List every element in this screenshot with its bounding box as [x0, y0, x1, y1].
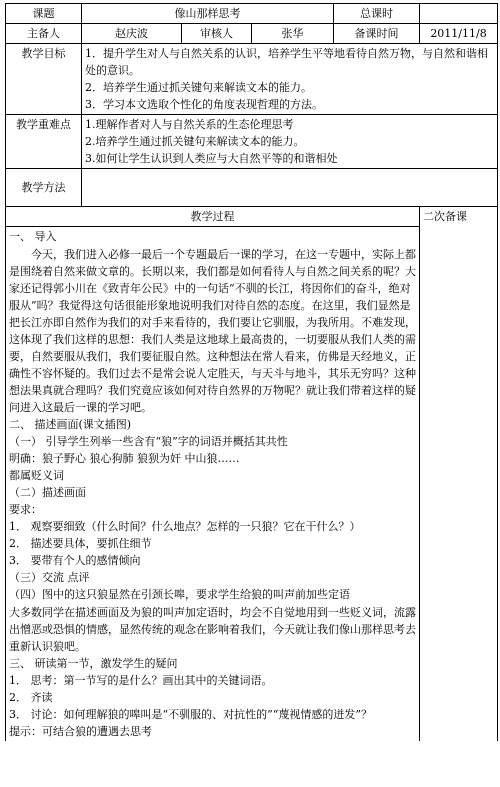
- process-line: 三、 研读第一节，激发学生的疑问: [9, 656, 178, 670]
- objectives-content: [82, 44, 498, 115]
- total-hours-value: [420, 4, 498, 24]
- objectives-label: 教学目标: [6, 44, 82, 115]
- process-line: （三）交流 点评: [9, 571, 90, 585]
- notes-column: [420, 207, 498, 741]
- process-paragraph: 大多数同学在描述画面及为狼的叫声加定语时，均会不自觉地用到一些贬义词，流露出憎恶或恐惧的情感，显然传统的观念在影响着我们，今天就让我们像山那样思考去重新认识狼吧。: [9, 605, 416, 653]
- process-line: 3． 讨论：如何理解狼的嗥叫是“不驯服的、对抗性的”“蔑视情感的迸发”？: [9, 707, 372, 721]
- process-line: 都属贬义词: [9, 469, 64, 483]
- notes-label: 二次备课: [423, 210, 468, 224]
- process-line: 2． 齐读: [9, 690, 53, 704]
- process-line: 提示：可结合狼的遭遇去思考: [9, 724, 152, 738]
- process-line: 1． 思考：第一节写的是什么？画出其中的关键词语。: [9, 673, 273, 687]
- lesson-plan-table: [5, 3, 498, 741]
- preparer-label: 主备人: [6, 24, 82, 44]
- process-line: 2． 描述要具体，要抓住细节: [9, 537, 152, 551]
- prep-time-label: 备课时间: [334, 24, 420, 44]
- process-line: 一、 导入: [9, 230, 57, 244]
- process-content: [6, 227, 420, 741]
- methods-label: 教学方法: [6, 169, 82, 207]
- reviewer-value: 张华: [252, 24, 334, 44]
- process-title: 教学过程: [6, 207, 420, 227]
- process-line: 1． 观察要细致（什么时间？什么地点？怎样的一只狼？它在干什么？）: [9, 520, 361, 534]
- objective-item: 1．提升学生对人与自然关系的认识，培养学生平等地看待自然万物，与自然和谐相处的意识。: [85, 47, 488, 78]
- topic-value: 像山那样思考: [82, 4, 334, 24]
- process-line: 二、 描述画面(课文插图): [9, 417, 132, 431]
- key-point-item: 2.培养学生通过抓关键句来解读文本的能力。: [85, 135, 305, 149]
- process-line: （四）图中的这只狼显然在引颈长嗥，要求学生给狼的叫声前加些定语: [9, 588, 350, 602]
- methods-value: [82, 169, 498, 207]
- prep-time-value: 2011/11/8: [420, 24, 498, 44]
- key-points-label: 教学重难点: [6, 115, 82, 169]
- preparer-value: 赵庆波: [82, 24, 182, 44]
- key-points-content: [82, 115, 498, 169]
- objective-item: 3．学习本文选取个性化的角度表现哲理的方法。: [85, 98, 323, 112]
- process-line: （一） 引导学生列举一些含有“狼”字的词语并概括其共性: [9, 435, 288, 449]
- total-hours-label: 总课时: [334, 4, 420, 24]
- objective-item: 2．培养学生通过抓关键句来解读文本的能力。: [85, 81, 312, 95]
- process-line: 3． 要带有个人的感情倾向: [9, 554, 141, 568]
- key-point-item: 1.理解作者对人与自然关系的生态伦理思考: [85, 118, 294, 132]
- process-paragraph: 今天，我们进入必修一最后一个专题最后一课的学习，在这一专题中，实际上都是围绕着自然来做文章的。长期以来，我们都是如何看待人与自然之间关系的呢？大家还记得郭小川在《致青年公民》中的一句话“不驯的长江，将因你们的奋斗，绝对服从”吗？我觉得这句话很能形象地说明我们对待自然的态度。在这里，我们显然是把长江亦即自然作为我们的对手来看待的，我们要让它驯服，为我所用。不难发现，这体现了我们这样的思想：我们人类是这地球上最高贵的，一切要服从我们人类的需要，自然要服从我们，我们要征服自然。这种想法在常人看来，仿佛是天经地义，正确性不容怀疑的。我们过去不是常会说人定胜天，与天斗与地斗，其乐无穷吗？这种想法果真就合理吗？我们究竟应该如何对待自然界的万物呢？就让我们带着这样的疑问进入这最后一课的学习吧。: [9, 247, 416, 414]
- process-line: 要求：: [9, 503, 42, 517]
- topic-label: 课题: [6, 4, 82, 24]
- reviewer-label: 审核人: [182, 24, 252, 44]
- key-point-item: 3.如何让学生认识到人类应与大自然平等的和谐相处: [85, 152, 338, 166]
- process-line: 明确：狼子野心 狼心狗肺 狼狈为奸 中山狼……: [9, 452, 240, 466]
- process-line: （二）描述画面: [9, 486, 86, 500]
